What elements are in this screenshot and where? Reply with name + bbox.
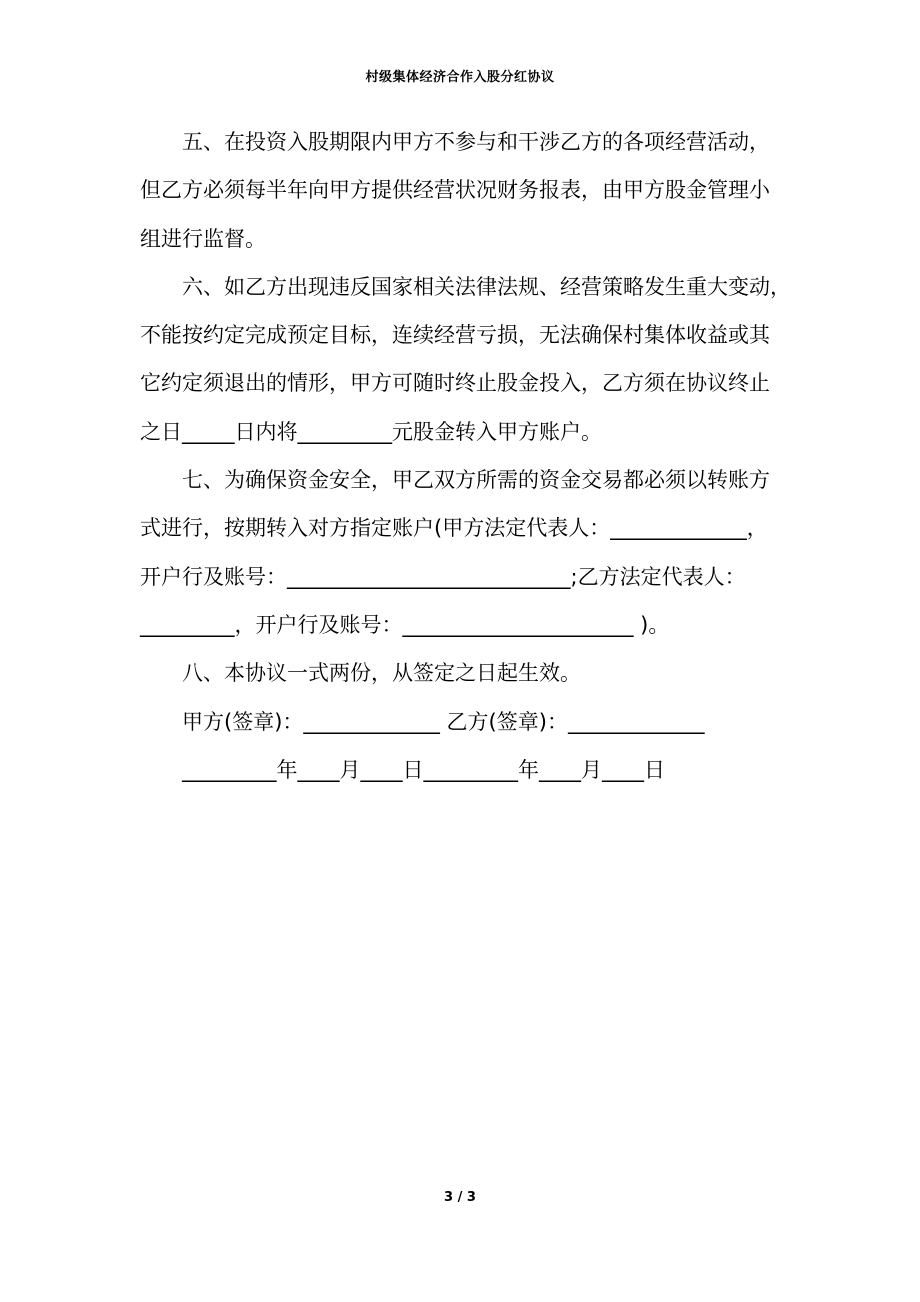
clause-eight bbox=[140, 649, 802, 697]
clause-five-line-3: 组进行监督。 bbox=[140, 226, 266, 251]
clause-eight-line-1: 八、本协议一式两份，从签定之日起生效。 bbox=[182, 661, 581, 686]
clause-seven-line-3: 开户行及账号：___________________________;乙方法定代表人： bbox=[140, 564, 746, 589]
clause-five bbox=[140, 118, 802, 263]
party-signature-line: 甲方(签章)：_____________ 乙方(签章)：_____________ bbox=[182, 710, 705, 734]
signature-block bbox=[182, 698, 704, 795]
clause-six-line-2: 不能按约定完成预定目标，连续经营亏损，无法确保村集体收益或其 bbox=[140, 323, 770, 348]
clause-five-line-2: 但乙方必须每半年向甲方提供经营状况财务报表，由甲方股金管理小 bbox=[140, 178, 770, 203]
signature-date-line: _________年____月____日_________年____月____日 bbox=[182, 758, 665, 783]
clause-six-line-3: 它约定须退出的情形，甲方可随时终止股金投入，乙方须在协议终止 bbox=[140, 371, 770, 396]
clause-seven-line-2: 式进行，按期转入对方指定账户(甲方法定代表人：_____________， bbox=[140, 516, 768, 541]
clause-five-line-1: 五、在投资入股期限内甲方不参与和干涉乙方的各项经营活动， bbox=[182, 130, 770, 154]
clause-six bbox=[140, 263, 802, 456]
clause-seven-line-4: _________，开户行及账号：______________________ )。 bbox=[140, 612, 670, 637]
clause-seven-line-1: 七、为确保资金安全，甲乙双方所需的资金交易都必须以转账方 bbox=[182, 468, 770, 493]
document-header-title: 村级集体经济合作入股分红协议 bbox=[365, 70, 555, 85]
clause-six-line-1: 六、如乙方出现违反国家相关法律法规、经营策略发生重大变动， bbox=[182, 274, 791, 299]
page-number: 3 / 3 bbox=[444, 1190, 476, 1205]
clause-seven bbox=[140, 456, 802, 649]
agreement-body bbox=[140, 118, 802, 698]
clause-six-line-4: 之日_____日内将_________元股金转入甲方账户。 bbox=[140, 419, 602, 444]
